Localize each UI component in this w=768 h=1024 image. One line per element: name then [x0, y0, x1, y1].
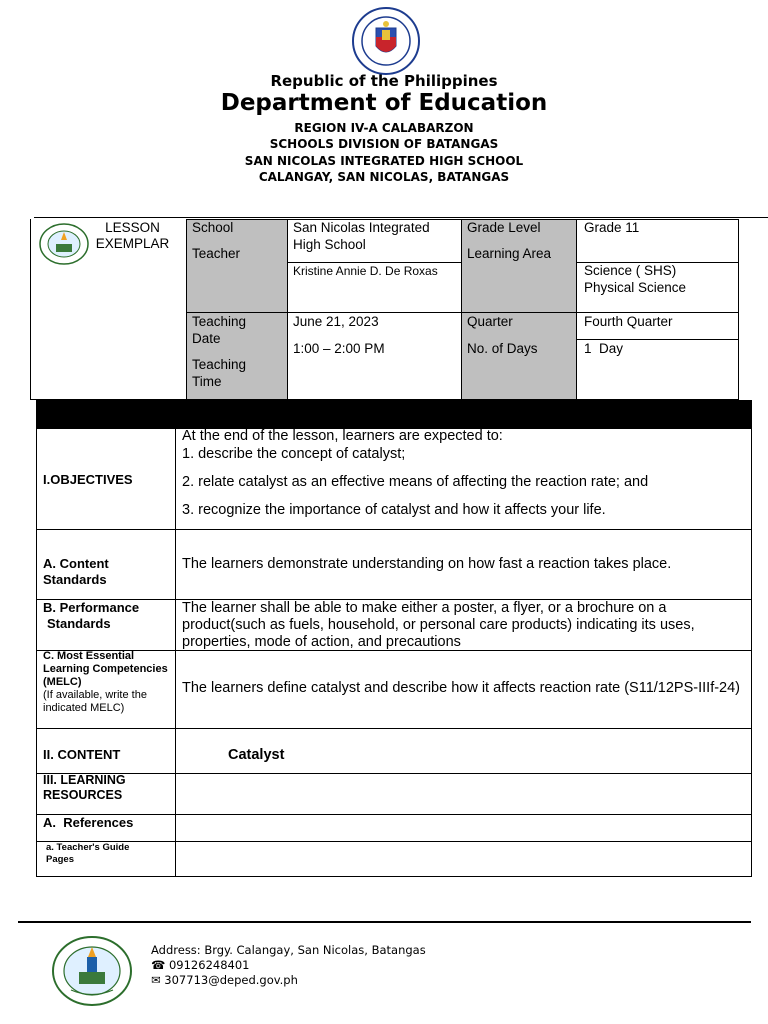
objective-item: 2. relate catalyst as an effective means of affecting the reaction rate; and: [182, 474, 649, 490]
teachers-guide-label: a. Teacher's Guide Pages: [46, 842, 130, 865]
teacher-label: Teacher: [192, 246, 241, 261]
melc-label: C. Most Essential Learning Competencies (MELC): [43, 650, 168, 688]
deped-seal-logo: [349, 6, 423, 76]
department-title: Department of Education: [220, 90, 548, 116]
performance-standards-value: The learner shall be able to make either a poster, a flyer, or a brochure on a product(such as fuels, household, or personal care products) indicating its uses, properties, mode of action, and precautions: [182, 600, 695, 650]
performance-standards-label: B. Performance Standards: [43, 600, 140, 631]
teacher-value: Kristine Annie D. De Roxas: [293, 264, 438, 278]
school-line: SAN NICOLAS INTEGRATED HIGH SCHOOL: [244, 154, 524, 168]
melc-value: The learners define catalyst and describe how it affects reaction rate (S11/12PS-IIIf-24): [182, 680, 741, 696]
location-line: CALANGAY, SAN NICOLAS, BATANGAS: [258, 170, 510, 184]
melc-note: (If available, write the indicated MELC): [43, 689, 147, 714]
learning-resources-label: III. LEARNING RESOURCES: [43, 773, 126, 802]
references-label: A. References: [43, 815, 134, 830]
teaching-date-label: Teaching Date: [192, 314, 247, 346]
school-label: School: [192, 220, 234, 235]
quarter-label: Quarter: [467, 314, 513, 329]
telephone-icon: ☎: [151, 958, 166, 972]
learning-area-label: Learning Area: [467, 246, 552, 261]
teaching-time-label: Teaching Time: [192, 357, 247, 389]
school-seal-logo: [51, 935, 133, 1007]
school-value: San Nicolas Integrated High School: [293, 220, 430, 252]
objectives-intro: At the end of the lesson, learners are expected to:: [182, 428, 503, 444]
republic-title: Republic of the Philippines: [270, 72, 498, 90]
objective-item: 1. describe the concept of catalyst;: [182, 446, 406, 462]
envelope-icon: ✉: [151, 973, 161, 987]
grade-level-label: Grade Level: [467, 220, 541, 235]
content-standards-label: A. Content Standards: [43, 556, 109, 587]
quarter-value: Fourth Quarter: [584, 314, 673, 329]
content-standards-value: The learners demonstrate understanding on how fast a reaction takes place.: [182, 556, 672, 572]
teaching-date-value: June 21, 2023: [293, 314, 379, 329]
objective-item: 3. recognize the importance of catalyst and how it affects your life.: [182, 502, 606, 518]
footer-address: Address: Brgy. Calangay, San Nicolas, Batangas: [151, 943, 426, 957]
school-seal-logo: [38, 222, 90, 266]
footer-phone: 09126248401: [168, 958, 250, 972]
grade-level-value: Grade 11: [584, 220, 640, 235]
teaching-time-value: 1:00 – 2:00 PM: [293, 341, 385, 356]
region-line: REGION IV-A CALABARZON: [294, 121, 474, 135]
footer-email: 307713@deped.gov.ph: [164, 973, 298, 987]
learning-area-value: Science ( SHS) Physical Science: [584, 263, 687, 295]
table-header-band: [36, 400, 752, 428]
division-line: SCHOOLS DIVISION OF BATANGAS: [269, 137, 499, 151]
objectives-label: I.OBJECTIVES: [43, 472, 133, 487]
content-value: Catalyst: [228, 747, 285, 763]
days-label: No. of Days: [467, 341, 538, 356]
days-value: 1 Day: [584, 341, 624, 356]
content-label: II. CONTENT: [43, 747, 121, 762]
footer-divider: [18, 921, 751, 923]
lesson-exemplar-label: LESSON EXEMPLAR: [95, 220, 170, 251]
